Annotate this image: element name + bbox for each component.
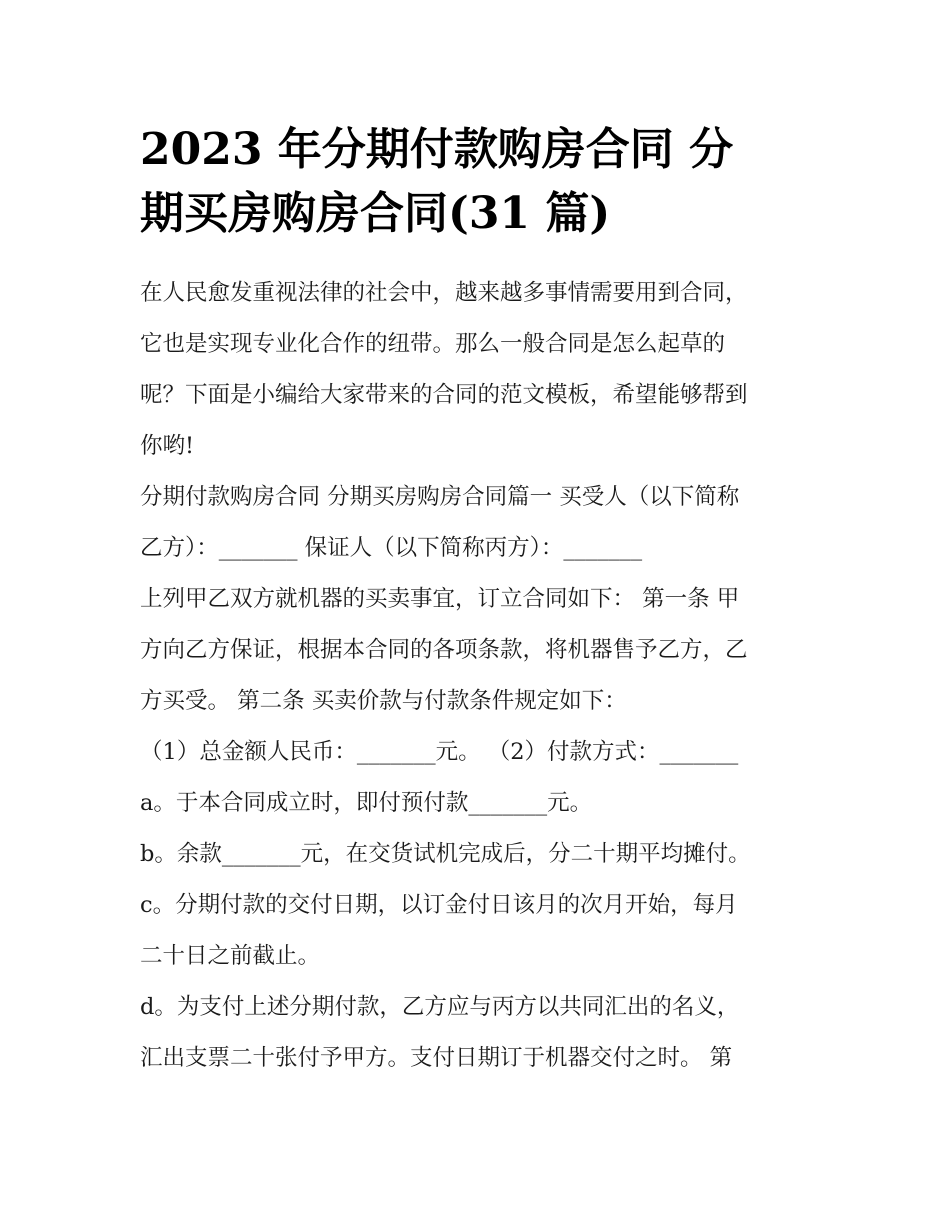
body-line-15: d。为支付上述分期付款，乙方应与丙方以共同汇出的名义，: [140, 994, 740, 1020]
body-line-5: 分期付款购房合同 分期买房购房合同篇一 买受人（以下简称: [140, 484, 740, 510]
document-page: [140, 118, 820, 1084]
body-line-8: 方向乙方保证，根据本合同的各项条款，将机器售予乙方，乙: [140, 637, 748, 663]
body-line-3: 呢？下面是小编给大家带来的合同的范文模板，希望能够帮到: [140, 382, 748, 408]
body-line-10: （1）总金额人民币：_______元。 （2）付款方式：_______: [140, 739, 739, 765]
body-line-7: 上列甲乙双方就机器的买卖事宜，订立合同如下： 第一条 甲: [140, 586, 740, 612]
body-line-16: 汇出支票二十张付予甲方。支付日期订于机器交付之时。 第: [140, 1045, 733, 1071]
body-line-2: 它也是实现专业化合作的纽带。那么一般合同是怎么起草的: [140, 331, 726, 357]
body-line-9: 方买受。 第二条 买卖价款与付款条件规定如下：: [140, 688, 627, 714]
body-line-14: 二十日之前截止。: [140, 943, 321, 969]
body-line-4: 你哟!: [140, 433, 195, 459]
title-line-1: 2023 年分期付款购房合同 分: [140, 124, 734, 175]
document-title: [140, 118, 820, 246]
title-line-2: 期买房购房合同(31 篇): [140, 188, 611, 239]
document-body: [140, 268, 820, 1084]
body-line-12: b。余款_______元，在交货试机完成后，分二十期平均摊付。: [140, 841, 751, 867]
body-line-13: c。分期付款的交付日期，以订金付日该月的次月开始，每月: [140, 892, 738, 918]
body-line-6: 乙方）：_______ 保证人（以下简称丙方）：_______: [140, 535, 643, 561]
body-line-11: a。于本合同成立时，即付预付款_______元。: [140, 790, 593, 816]
body-line-1: 在人民愈发重视法律的社会中，越来越多事情需要用到合同，: [140, 280, 748, 306]
